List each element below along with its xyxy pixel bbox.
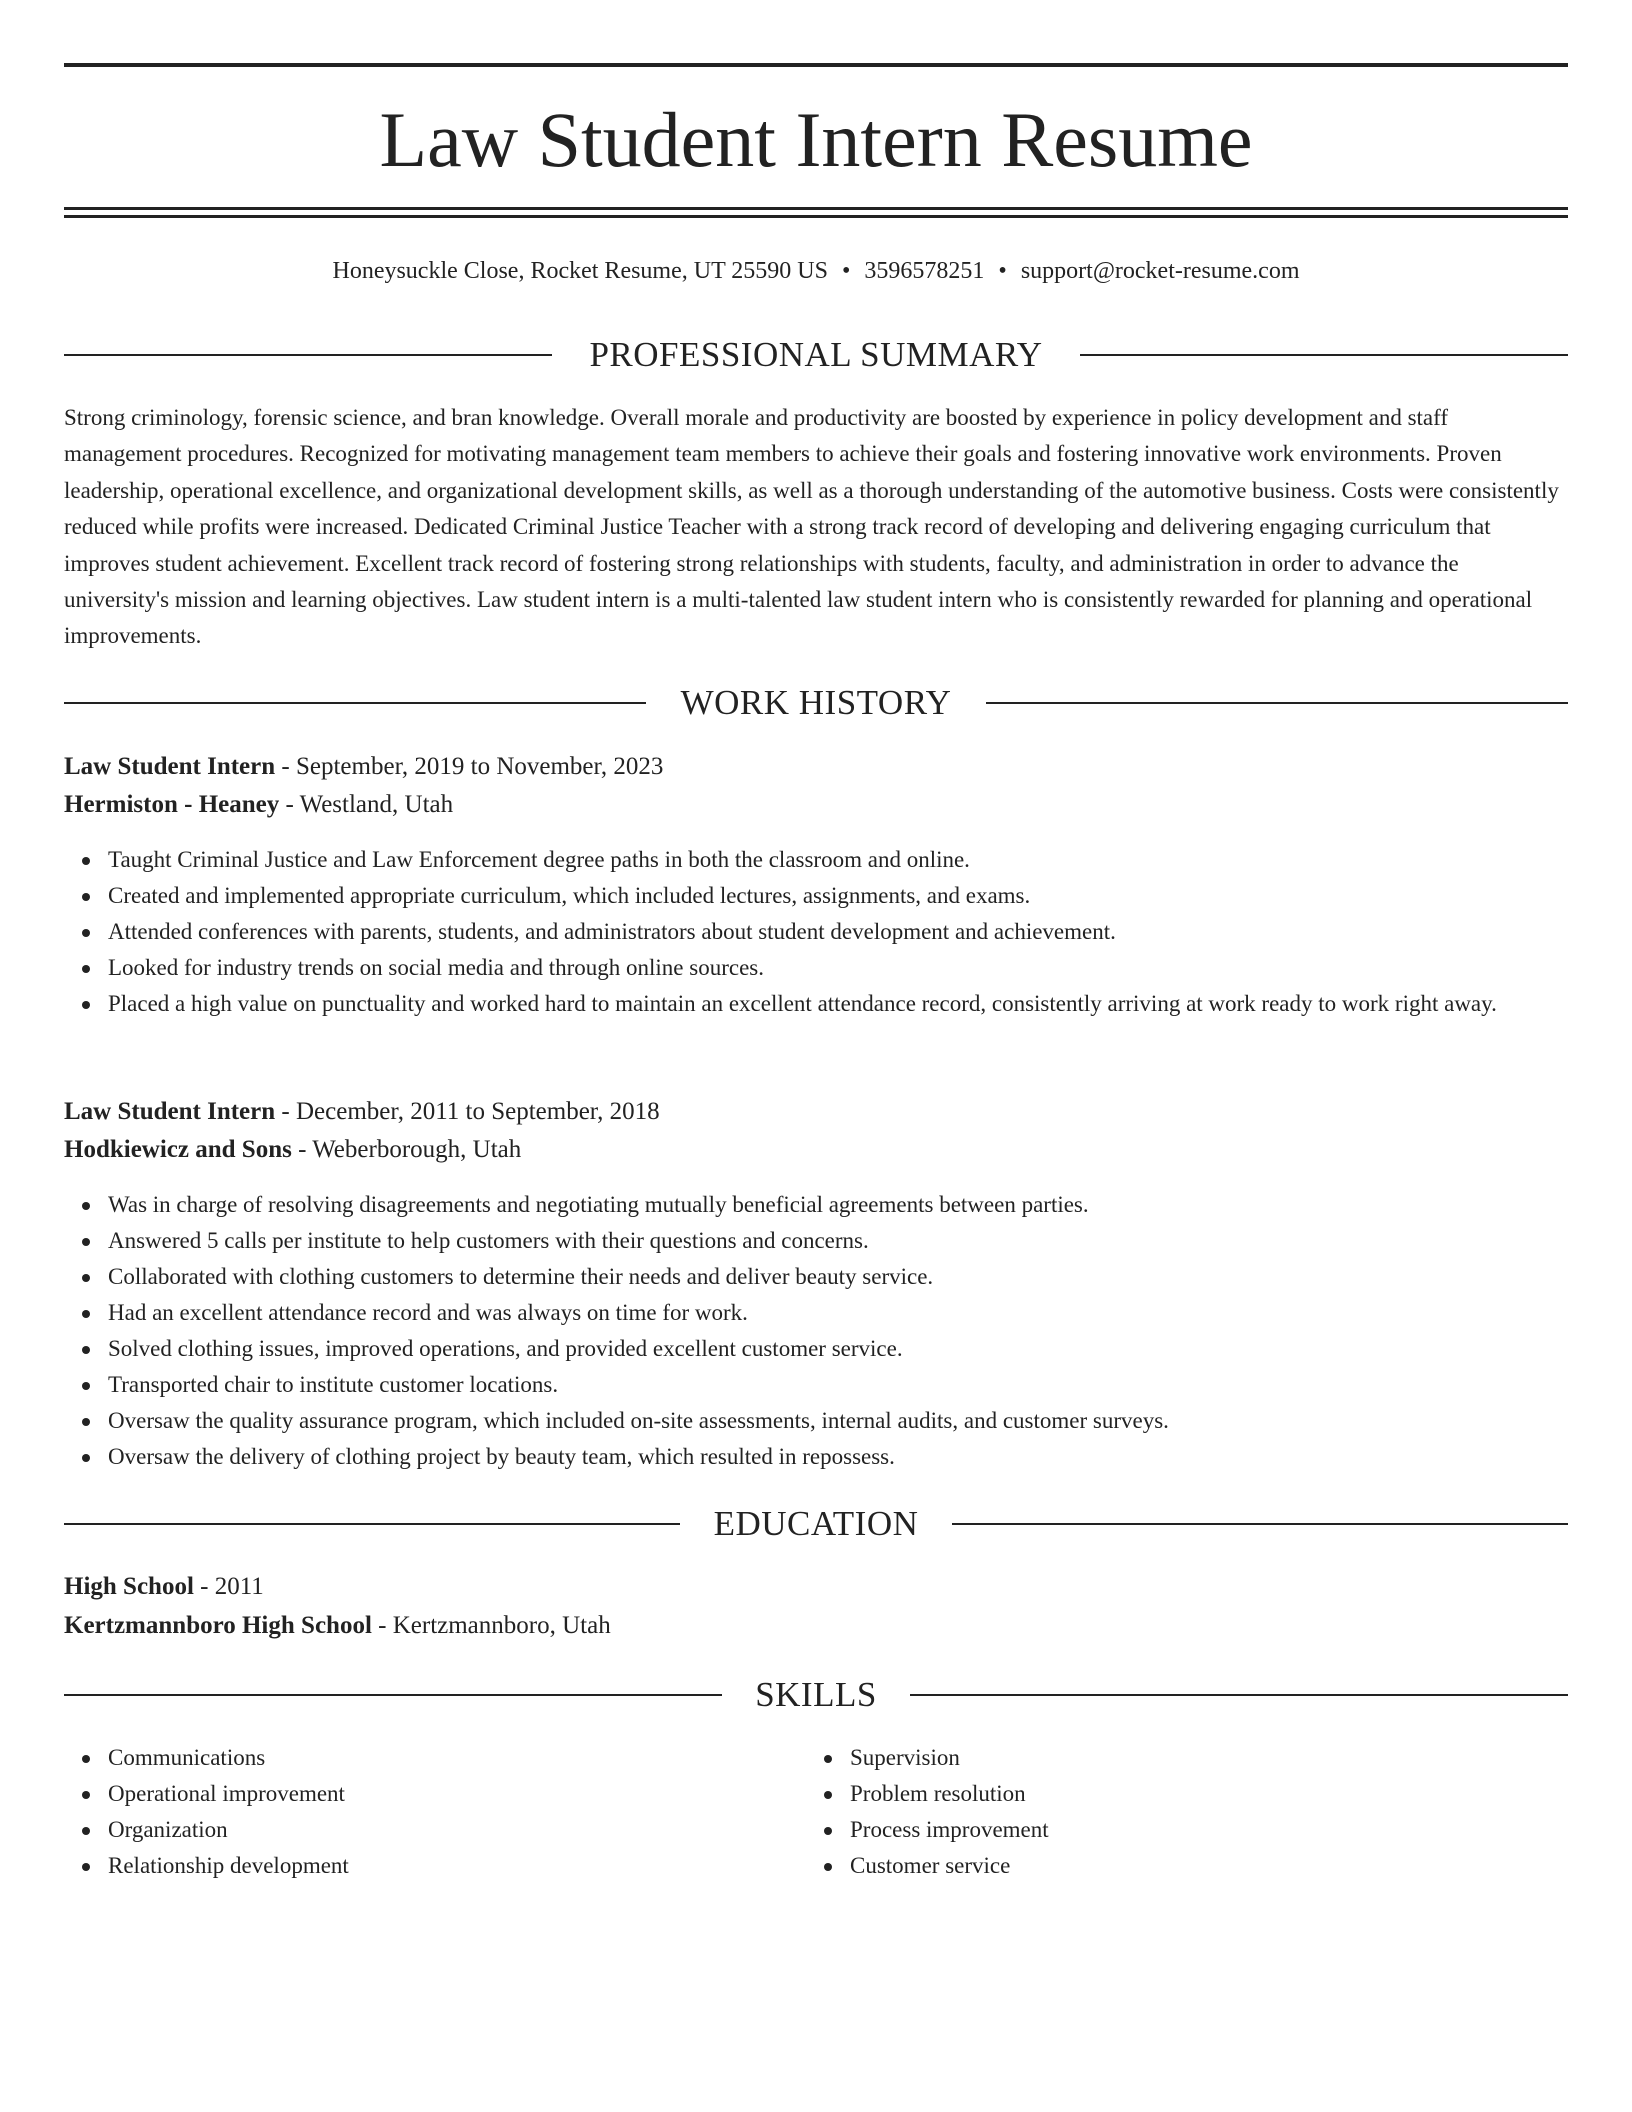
education-degree-line	[64, 1568, 1568, 1606]
summary-text: Strong criminology, forensic science, and bran knowledge. Overall morale and productivity are boosted by experience in policy development and staff management procedures. Recognized for motivating management team members to achieve their goals and fostering innovative work environments. Proven leadership, operational excellence, and organizational development skills, as well as a thorough understanding of the automotive business. Costs were consistently reduced while profits were increased. Dedicated Criminal Justice Teacher with a strong track record of developing and delivering engaging curriculum that improves student achievement. Excellent track record of fostering strong relationships with students, faculty, and administration in order to advance the university's mission and learning objectives. Law student intern is a multi-talented law student intern who is consistently rewarded for planning and operational improvements.	[64, 405, 1559, 649]
job-company: Hermiston - Heaney	[64, 791, 280, 818]
section-title: EDUCATION	[713, 1504, 919, 1543]
double-rule-lower	[64, 215, 1568, 218]
skill-item: Operational improvement	[108, 1776, 1612, 1812]
education-degree: High School	[64, 1573, 194, 1600]
list-item: Taught Criminal Justice and Law Enforcement degree paths in both the classroom and online.	[108, 842, 1612, 878]
education-year: - 2011	[193, 1573, 264, 1600]
list-item: Looked for industry trends on social media and through online sources.	[108, 950, 1612, 986]
job-title-line	[64, 1093, 1568, 1131]
job-company: Hodkiewicz and Sons	[64, 1136, 292, 1163]
skill-item: Organization	[108, 1812, 1612, 1848]
skills-list-right	[806, 1740, 1632, 1884]
education-school-line	[64, 1607, 1568, 1645]
list-item: Was in charge of resolving disagreements and negotiating mutually beneficial agreements between parties.	[108, 1187, 1612, 1223]
section-rule-right	[952, 1523, 1568, 1525]
list-item: Attended conferences with parents, students, and administrators about student development and achievement.	[108, 914, 1612, 950]
education-school: Kertzmannboro High School	[64, 1612, 372, 1639]
address: Honeysuckle Close, Rocket Resume, UT 25590 US	[332, 258, 828, 284]
skill-item: Communications	[108, 1740, 1612, 1776]
job-company-line	[64, 1131, 1568, 1169]
separator-dot: •	[998, 258, 1007, 284]
skill-item: Problem resolution	[850, 1776, 1632, 1812]
section-rule-right	[910, 1694, 1568, 1696]
job-dates: - September, 2019 to November, 2023	[275, 753, 664, 780]
section-title: WORK HISTORY	[680, 683, 952, 722]
skill-item: Relationship development	[108, 1848, 1612, 1884]
job-location: - Westland, Utah	[279, 791, 454, 818]
list-item: Answered 5 calls per institute to help customers with their questions and concerns.	[108, 1223, 1612, 1259]
list-item: Collaborated with clothing customers to determine their needs and deliver beauty service.	[108, 1259, 1612, 1295]
job-bullets	[64, 842, 1612, 1022]
skill-item: Supervision	[850, 1740, 1632, 1776]
section-rule-right	[1080, 354, 1568, 356]
list-item: Oversaw the delivery of clothing project by beauty team, which resulted in repossess.	[108, 1439, 1612, 1475]
job-bullets	[64, 1187, 1612, 1475]
section-header-education	[64, 1502, 1568, 1546]
phone: 3596578251	[864, 258, 985, 284]
list-item: Created and implemented appropriate curriculum, which included lectures, assignments, and exams.	[108, 878, 1612, 914]
top-rule	[64, 63, 1568, 67]
double-rule-upper	[64, 207, 1568, 210]
section-rule-right	[986, 702, 1568, 704]
resume-title: Law Student Intern Resume	[379, 96, 1253, 183]
job-company-line	[64, 786, 1568, 824]
list-item: Had an excellent attendance record and was always on time for work.	[108, 1295, 1612, 1331]
skill-item: Process improvement	[850, 1812, 1632, 1848]
section-header-work-history	[64, 681, 1568, 725]
section-title: PROFESSIONAL SUMMARY	[589, 335, 1043, 374]
list-item: Oversaw the quality assurance program, which included on-site assessments, internal audits, and customer surveys.	[108, 1403, 1612, 1439]
job-title: Law Student Intern	[64, 1098, 276, 1125]
list-item: Solved clothing issues, improved operations, and provided excellent customer service.	[108, 1331, 1612, 1367]
separator-dot: •	[842, 258, 851, 284]
email-link[interactable]: support@rocket-resume.com	[1020, 258, 1300, 284]
section-header-skills	[64, 1673, 1568, 1717]
skill-item: Customer service	[850, 1848, 1632, 1884]
job-title: Law Student Intern	[64, 753, 276, 780]
job-title-line	[64, 748, 1568, 786]
education-location: - Kertzmannboro, Utah	[371, 1612, 611, 1639]
section-header-summary	[64, 333, 1568, 377]
job-location: - Weberborough, Utah	[291, 1136, 522, 1163]
job-dates: - December, 2011 to September, 2018	[275, 1098, 660, 1125]
list-item: Placed a high value on punctuality and worked hard to maintain an excellent attendance record, consistently arriving at work ready to work right away.	[108, 986, 1612, 1022]
contact-line	[64, 255, 1568, 287]
list-item: Transported chair to institute customer locations.	[108, 1367, 1612, 1403]
section-title: SKILLS	[755, 1675, 877, 1714]
